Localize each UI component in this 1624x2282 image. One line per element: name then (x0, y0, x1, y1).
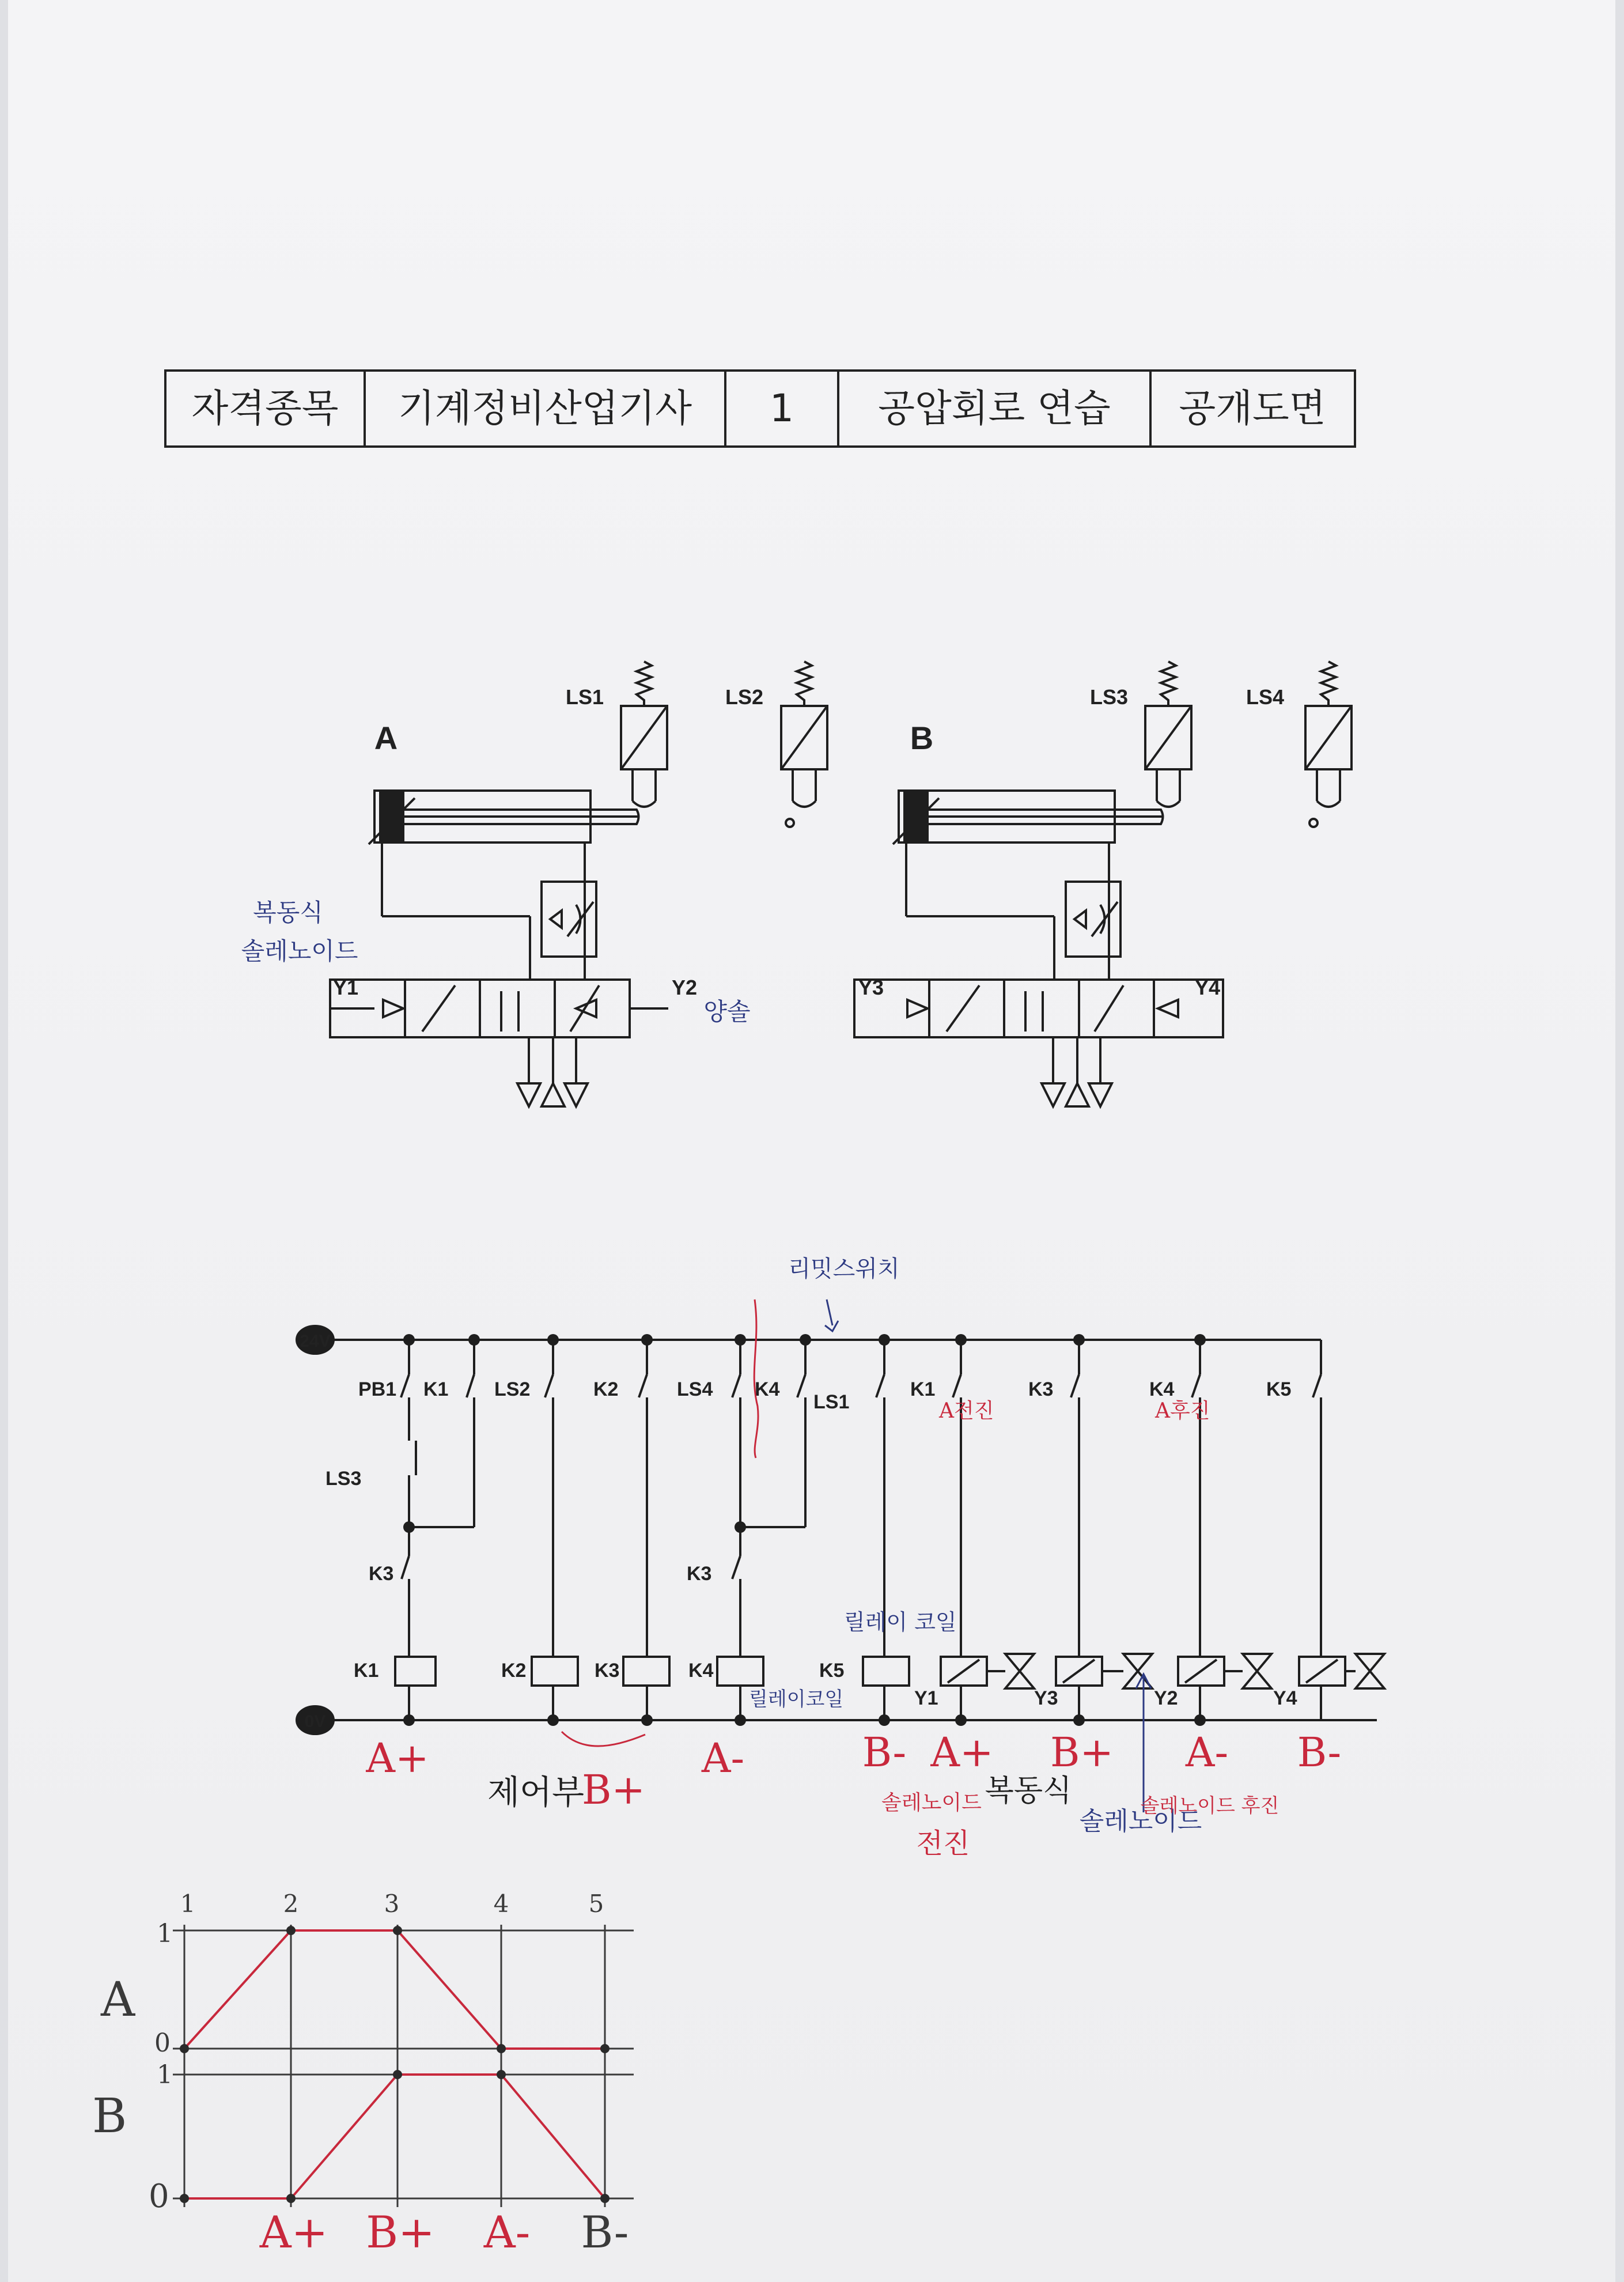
valve-b-body (854, 980, 1223, 1037)
seq-a-minus: A- (701, 1735, 745, 1782)
bottom-label-a-plus: A+ (259, 2207, 328, 2258)
step-2: 2 (283, 1890, 299, 1918)
coil-k4 (717, 1657, 763, 1686)
ls3-label: LS3 (1089, 685, 1129, 709)
coil-k2 (532, 1657, 578, 1686)
coil-label-k1: K1 (354, 1660, 379, 1682)
step-1: 1 (180, 1890, 196, 1918)
note-limit-switch: 리밋스위치 (788, 1256, 900, 1282)
title-cell-subject: 기계정비산업기사 (398, 386, 692, 430)
valve-label-y2: Y2 (1154, 1687, 1178, 1709)
curve-a-point-1 (180, 2044, 189, 2053)
contact-ls1: LS1 (813, 1391, 850, 1413)
note-solenoid-forward-2: 전진 (916, 1827, 970, 1860)
ls2-label: LS2 (725, 685, 764, 709)
step-curves (180, 1926, 610, 2203)
coil-label-k2: K2 (501, 1660, 527, 1682)
note-double-acting: 복동식 (985, 1774, 1072, 1808)
note-relay-coil-2: 릴레이코일 (749, 1688, 844, 1711)
curve-a-point-4 (497, 2044, 506, 2053)
row-label-a: A (101, 1973, 135, 2027)
y1-note-line2: 솔레노이드 (241, 937, 358, 965)
valve-symbol-y2 (1243, 1654, 1271, 1688)
title-block (165, 371, 1355, 447)
contact-ls3: LS3 (325, 1468, 362, 1490)
step-4: 4 (493, 1890, 509, 1918)
y1-label: Y1 (332, 976, 359, 999)
curve-a-point-5 (600, 2044, 610, 2053)
valve-label-y4: Y4 (1273, 1687, 1297, 1709)
cylinder-b-label: B (910, 720, 934, 756)
cylinder-a-piston (380, 791, 403, 842)
note-solenoid-backward: 솔레노이드 후진 (1140, 1794, 1279, 1818)
title-cell-topic: 공압회로 연습 (878, 386, 1111, 430)
curve-b-point-2 (286, 2194, 296, 2203)
curve-b-point-4 (497, 2070, 506, 2079)
valve-label-y3: Y3 (1034, 1687, 1058, 1709)
contact-k3-row4: K3 (687, 1563, 712, 1585)
note-solenoid: 솔레노이드 (1079, 1807, 1202, 1836)
contact-k1: K1 (910, 1378, 936, 1400)
y2-label: Y2 (671, 976, 698, 999)
note-relay-coil: 릴레이 코일 (844, 1610, 957, 1635)
coil-k1 (395, 1657, 436, 1686)
row-label-b: B (92, 2089, 127, 2144)
step-3: 3 (384, 1890, 400, 1918)
rail-label-24v: 24V (300, 1332, 331, 1351)
curve-a (184, 1930, 605, 2049)
rail-label-0v: 0V (304, 1712, 326, 1731)
coil-k5 (863, 1657, 909, 1686)
seq-y3-b-plus: B+ (1050, 1729, 1114, 1776)
contact-k3-row1: K3 (369, 1563, 394, 1585)
y1-note-line1: 복동식 (253, 898, 323, 927)
contact-k4-seal: K4 (755, 1378, 780, 1400)
y4-label: Y4 (1194, 976, 1221, 999)
note-a-forward: A전진 (939, 1399, 994, 1423)
seq-y4-b-minus: B- (1297, 1729, 1342, 1776)
title-cell-public: 공개도면 (1179, 386, 1326, 430)
seq-y1-a-plus: A+ (930, 1729, 994, 1776)
title-cell-number: 1 (770, 386, 794, 430)
seq-b-plus: B+ (581, 1766, 646, 1813)
bottom-label-b-plus: B+ (366, 2207, 435, 2258)
contact-ls2: LS2 (494, 1378, 531, 1400)
contact-k4: K4 (1149, 1378, 1175, 1400)
contact-k5: K5 (1266, 1378, 1292, 1400)
coil-label-k3: K3 (595, 1660, 620, 1682)
title-cell-category: 자격종목 (191, 386, 339, 430)
valve-label-y1: Y1 (914, 1687, 938, 1709)
note-control: 제어부 (487, 1773, 585, 1812)
curve-a-point-2 (286, 1926, 296, 1935)
contact-ls4: LS4 (677, 1378, 713, 1400)
contact-k3: K3 (1028, 1378, 1054, 1400)
curve-a-point-3 (393, 1926, 402, 1935)
contact-pb1: PB1 (358, 1378, 397, 1400)
seq-b-minus: B- (862, 1729, 907, 1776)
coil-label-k5: K5 (819, 1660, 845, 1682)
note-solenoid-forward-1: 솔레노이드 (881, 1791, 982, 1815)
ls1-label: LS1 (565, 685, 604, 709)
bottom-label-b-minus: B- (581, 2207, 629, 2258)
coil-k3 (623, 1657, 669, 1686)
bottom-label-a-minus: A- (483, 2207, 531, 2258)
curve-b-point-3 (393, 2070, 402, 2079)
cylinder-a-label: A (374, 720, 398, 756)
y3-label: Y3 (858, 976, 884, 999)
pneumatic-circuit-a (330, 662, 827, 1106)
seq-y2-a-minus: A- (1185, 1729, 1229, 1776)
curve-b-point-1 (180, 2194, 189, 2203)
level-a-1: 1 (157, 1919, 173, 1948)
valve-symbol-y1 (1005, 1654, 1034, 1688)
valve-symbol-y4 (1356, 1654, 1384, 1688)
curve-b-point-5 (600, 2194, 610, 2203)
seq-a-plus: A+ (366, 1735, 429, 1782)
step-5: 5 (588, 1890, 604, 1918)
y2-note: 양솔 (703, 998, 751, 1026)
note-a-backward: A후진 (1155, 1399, 1210, 1423)
displacement-diagram (173, 1925, 634, 2207)
level-b-0: 0 (149, 2178, 169, 2215)
level-b-1: 1 (157, 2060, 173, 2090)
ls4-label: LS4 (1246, 685, 1285, 709)
coil-label-k4: K4 (688, 1660, 714, 1682)
cylinder-b-piston (904, 791, 928, 842)
contact-k2: K2 (593, 1378, 619, 1400)
curve-b (184, 2075, 605, 2198)
contact-k1-seal: K1 (423, 1378, 449, 1400)
level-a-0: 0 (154, 2028, 171, 2058)
